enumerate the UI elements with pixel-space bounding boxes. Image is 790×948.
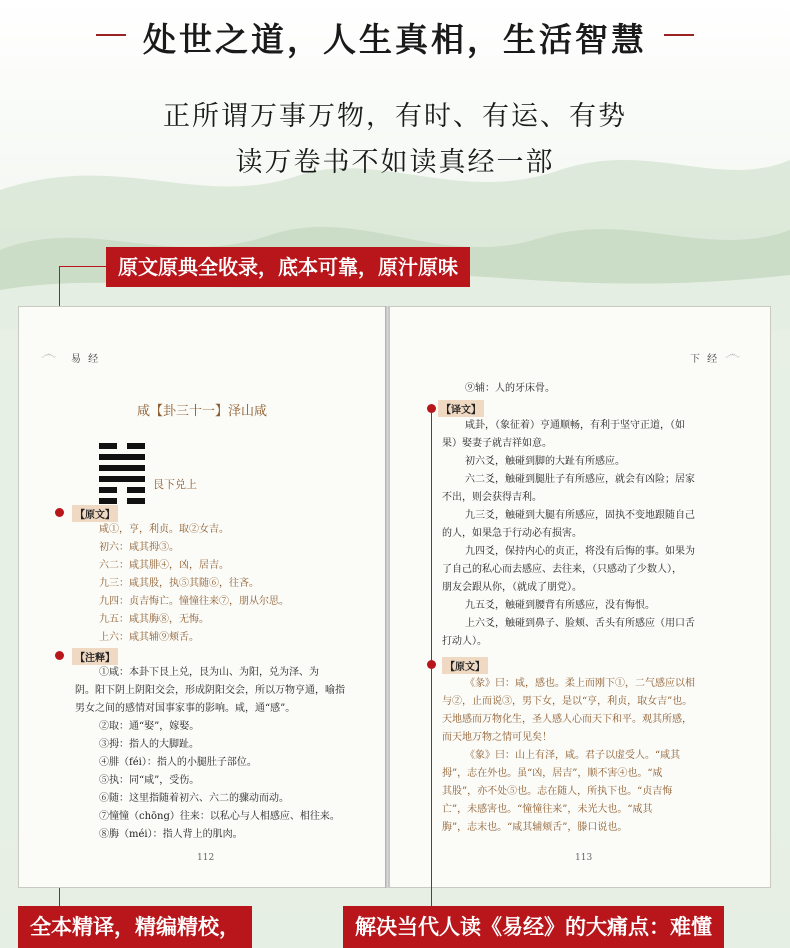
cloud-ornament-icon: ෴ bbox=[725, 344, 741, 363]
translation-line: 九五爻，触碰到腰背有所感应，没有悔恨。 bbox=[465, 600, 655, 611]
translation-line: 打动人）。 bbox=[442, 636, 487, 647]
original-line: 九四：贞吉悔亡。憧憧往来⑦，朋从尔思。 bbox=[99, 596, 289, 607]
section-tag-original: 【原文】 bbox=[442, 657, 488, 674]
cloud-ornament-icon: ෴ bbox=[41, 344, 57, 363]
original-line: 初六：咸其拇③。 bbox=[99, 542, 179, 553]
original-line: 天地感而万物化生，圣人感人心而天下和平。观其所感， bbox=[442, 714, 692, 725]
headline-sub-1: 正所谓万事万物，有时、有运、有势 bbox=[163, 101, 627, 132]
original-line: 亡”，未感害也。“憧憧往来”，未光大也。“咸其 bbox=[442, 804, 653, 815]
note-line: ①咸：本卦下艮上兑，艮为山、为阳，兑为泽、为 bbox=[99, 667, 319, 678]
right-page bbox=[389, 306, 771, 888]
marker-dot bbox=[427, 404, 436, 413]
translation-line: 上六爻，触碰到鼻子、脸颊、舌头有所感应（用口舌 bbox=[465, 618, 695, 629]
note-line: ②取：通“娶”，嫁娶。 bbox=[99, 721, 200, 732]
callout-original-text: 原文原典全收录，底本可靠，原汁原味 bbox=[106, 247, 470, 287]
headline-rule-left bbox=[96, 34, 126, 36]
hexagram-icon bbox=[99, 443, 145, 509]
translation-line: 九三爻，触碰到大腿有所感应，固执不变地跟随自己 bbox=[465, 510, 695, 521]
note-line: ④腓（féi）：指人的小腿肚子部位。 bbox=[99, 757, 257, 768]
headline-rule-right bbox=[664, 34, 694, 36]
headline-sub-2: 读万卷书不如读真经一部 bbox=[235, 147, 555, 178]
chapter-title: 咸【卦三十一】泽山咸 bbox=[136, 404, 267, 419]
page-number: 113 bbox=[575, 853, 593, 863]
running-head: 下 经 bbox=[690, 354, 720, 365]
original-line: 六二：咸其腓④，凶，居吉。 bbox=[99, 560, 229, 571]
connector-right-vertical bbox=[431, 408, 432, 908]
section-tag-notes: 【注释】 bbox=[72, 648, 118, 665]
running-head: 易 经 bbox=[71, 354, 101, 365]
original-line: 九三：咸其股，执⑤其随⑥，往吝。 bbox=[99, 578, 259, 589]
original-line: 而天地万物之情可见矣！ bbox=[442, 732, 552, 743]
hexagram-caption: 艮下兑上 bbox=[153, 478, 197, 491]
callout-pain-point: 解决当代人读《易经》的大痛点：难懂 bbox=[343, 906, 724, 948]
left-page bbox=[18, 306, 386, 888]
note-line: ③拇：指人的大脚趾。 bbox=[99, 739, 199, 750]
translation-line: 果）娶妻子就吉祥如意。 bbox=[442, 438, 552, 449]
translation-line: 六二爻，触碰到腿肚子有所感应，就会有凶险；居家 bbox=[465, 474, 695, 485]
translation-line: 咸卦，（象征着）亨通顺畅，有利于坚守正道，（如 bbox=[465, 420, 685, 431]
connector-top bbox=[59, 266, 107, 267]
translation-line: 的人，如果急于行动必有损害。 bbox=[442, 528, 582, 539]
callout-translation: 全本精译，精编精校， bbox=[18, 906, 252, 948]
translation-line: 了自己的私心而去感应、去往来，（只感动了少数人）， bbox=[442, 564, 682, 575]
note-line: ⑨辅：人的牙床骨。 bbox=[465, 383, 555, 394]
original-line: 脢”，志末也。“咸其辅颊舌”，滕口说也。 bbox=[442, 822, 628, 833]
translation-line: 朋友会跟从你，（就成了朋党）。 bbox=[442, 582, 582, 593]
original-line: 与②，止而说③，男下女，是以“亨，利贞，取女吉”也。 bbox=[442, 696, 693, 707]
note-line: ⑤执：同“咸”，受伤。 bbox=[99, 775, 200, 786]
original-line: 上六：咸其辅⑨颊舌。 bbox=[99, 632, 199, 643]
translation-line: 九四爻，保持内心的贞正，将没有后悔的事。如果为 bbox=[465, 546, 695, 557]
marker-dot bbox=[55, 651, 64, 660]
note-line: ⑧脢（méi）：指人背上的肌肉。 bbox=[99, 829, 243, 840]
section-tag-translation: 【译文】 bbox=[438, 400, 484, 417]
translation-line: 初六爻，触碰到脚的大趾有所感应。 bbox=[465, 456, 625, 467]
note-line: 男女之间的感情对国事家事的影响。咸，通“感”。 bbox=[75, 703, 296, 714]
marker-dot bbox=[427, 660, 436, 669]
page-number: 112 bbox=[197, 853, 215, 863]
original-line: 《彖》曰：咸，感也。柔上而刚下①，二气感应以相 bbox=[465, 678, 695, 689]
section-tag-original: 【原文】 bbox=[72, 505, 118, 522]
note-line: ⑥随：这里指随着初六、六二的骤动而动。 bbox=[99, 793, 289, 804]
original-line: 咸①，亨，利贞。取②女吉。 bbox=[99, 524, 229, 535]
original-line: 《象》曰：山上有泽，咸。君子以虚受人。“咸其 bbox=[465, 750, 681, 761]
translation-line: 不出，则会获得吉利。 bbox=[442, 492, 542, 503]
headline-main: 处世之道，人生真相，生活智慧 bbox=[143, 20, 647, 59]
note-line: 阴。阳下阴上阴阳交会，形成阴阳交会，所以万物亨通，喻指 bbox=[75, 685, 345, 696]
original-line: 拇”，志在外也。虽“凶，居吉”，顺不害④也。“咸 bbox=[442, 768, 663, 779]
note-line: ⑦憧憧（chōng）往来：以私心与人相感应、相往来。 bbox=[99, 811, 340, 822]
marker-dot bbox=[55, 508, 64, 517]
original-line: 其股”，亦不处⑤也。志在随人，所执下也。“贞吉悔 bbox=[442, 786, 673, 797]
original-line: 九五：咸其脢⑧，无悔。 bbox=[99, 614, 209, 625]
